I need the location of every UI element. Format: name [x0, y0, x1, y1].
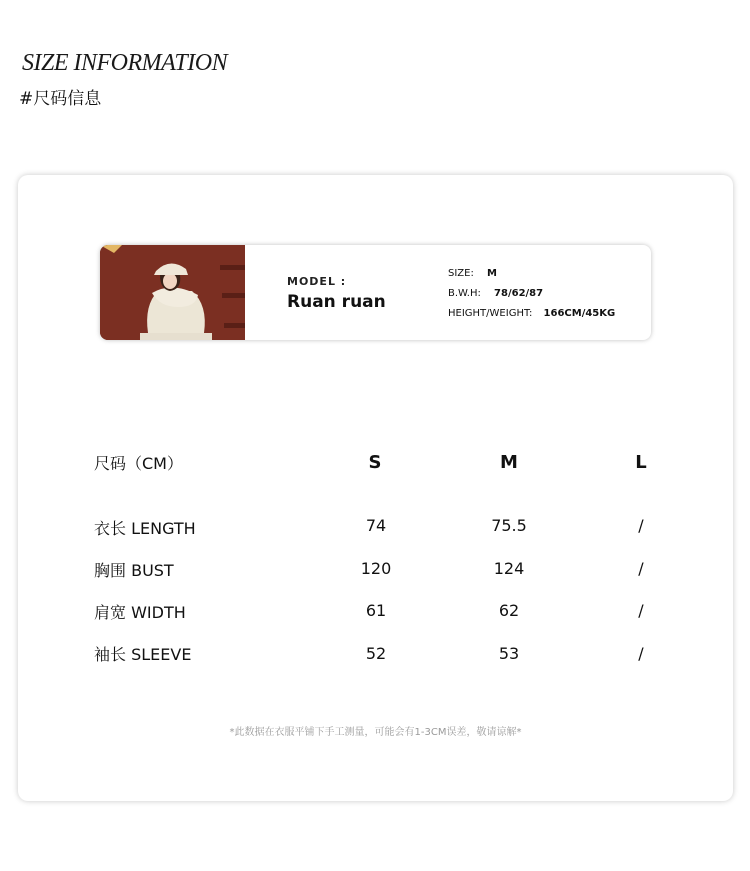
column-header-m: M [500, 452, 518, 473]
spec-bwh-value: 78/62/87 [494, 288, 544, 299]
cell-sleeve-s: 52 [365, 644, 387, 663]
model-name: Ruan ruan [287, 292, 386, 312]
cell-bust-l: / [638, 559, 644, 578]
spec-hw-key: HEIGHT/WEIGHT: [448, 308, 533, 319]
model-info-box [100, 245, 651, 340]
spec-hw-value: 166CM/45KG [543, 308, 616, 319]
cell-width-m: 62 [498, 601, 520, 620]
model-label: MODEL : [287, 275, 347, 288]
cell-width-s: 61 [365, 601, 387, 620]
row-label-bust: 胸围 BUST [94, 561, 174, 580]
cell-sleeve-l: / [638, 644, 644, 663]
table-header-label: 尺码（CM） [94, 454, 183, 473]
size-card [18, 175, 733, 801]
heading-chinese: #尺码信息 [19, 89, 102, 109]
measurement-note: *此数据在衣服平铺下手工测量，可能会有1-3CM误差，敬请谅解* [229, 727, 522, 738]
cell-bust-s: 120 [360, 559, 392, 578]
row-label-sleeve: 袖长 SLEEVE [94, 645, 192, 664]
spec-size-value: M [487, 268, 497, 279]
heading-english: SIZE INFORMATION [22, 50, 228, 76]
spec-size-key: SIZE: [448, 268, 474, 279]
cell-length-l: / [638, 516, 644, 535]
cell-length-m: 75.5 [491, 516, 527, 535]
spec-height-weight [448, 308, 615, 319]
cell-length-s: 74 [365, 516, 387, 535]
cell-width-l: / [638, 601, 644, 620]
spec-bwh-key: B.W.H: [448, 288, 481, 299]
row-label-length: 衣长 LENGTH [94, 519, 196, 538]
row-label-width: 肩宽 WIDTH [94, 603, 186, 622]
cell-bust-m: 124 [493, 559, 525, 578]
model-photo [100, 245, 245, 340]
column-header-s: S [368, 452, 382, 473]
cell-sleeve-m: 53 [498, 644, 520, 663]
spec-bwh [448, 288, 543, 299]
spec-size [448, 268, 497, 279]
column-header-l: L [635, 452, 647, 473]
